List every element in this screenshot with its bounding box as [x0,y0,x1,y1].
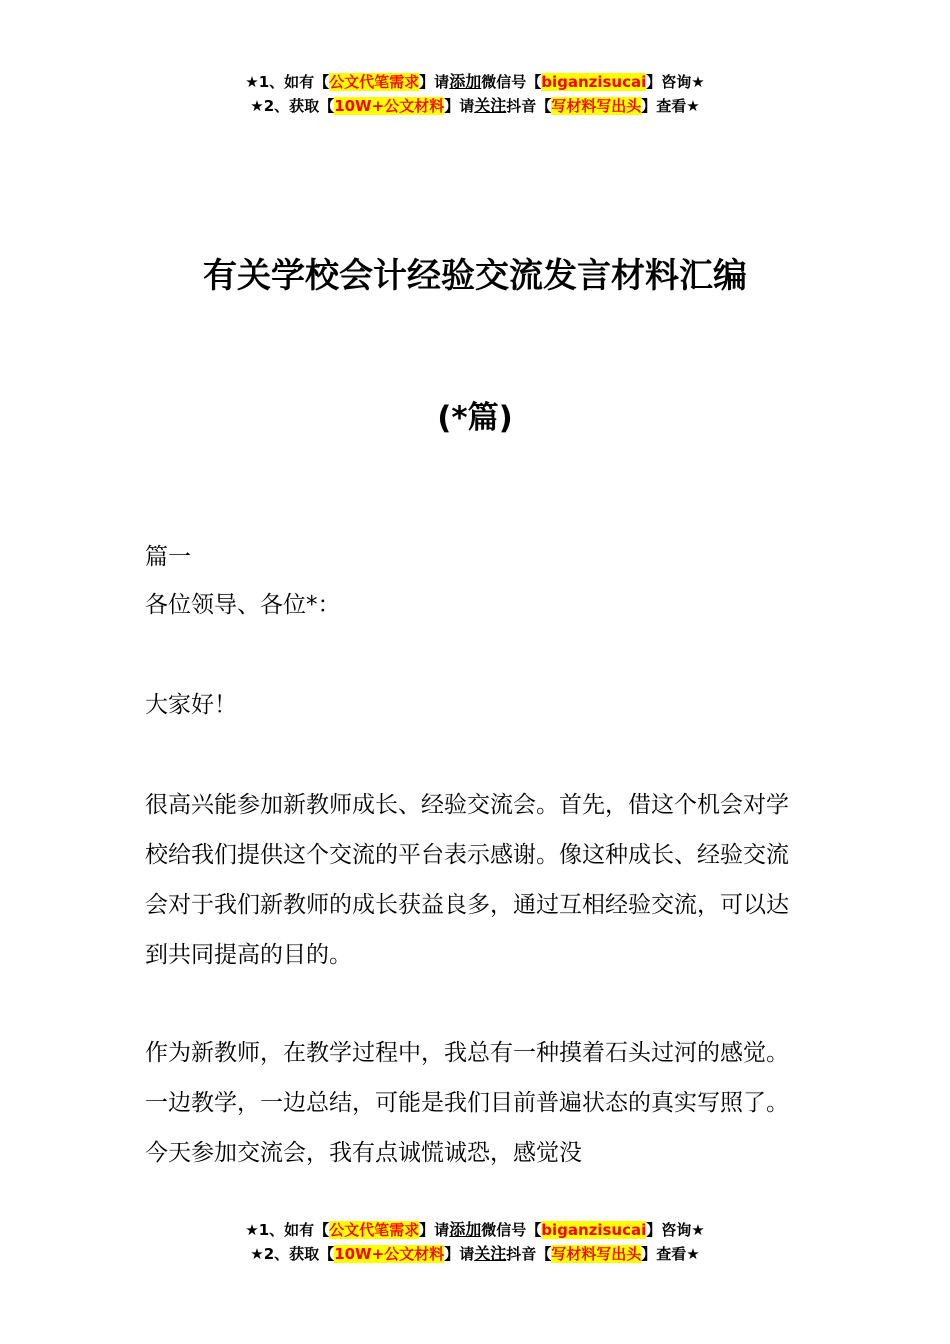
body-paragraph: 很高兴能参加新教师成长、经验交流会。首先，借这个机会对学校给我们提供这个交流的平台表示感谢。像这种成长、经验交流会对于我们新教师的成长获益良多，通过互相经验交流，可以达到共同提高的目的。 [145,792,789,968]
promo-highlight: biganzisucai [541,1221,647,1239]
promo-highlight: 10W+公文材料 [334,1245,445,1263]
promo-line-2 [0,94,950,118]
promo-text: ★1、如有【 [245,1221,330,1239]
document-subtitle: (*篇) [437,400,513,436]
promo-line-2 [0,1242,950,1266]
promo-text: ★1、如有【 [245,73,330,91]
promo-highlight: biganzisucai [541,73,647,91]
promo-highlight: 公文代笔需求 [329,73,420,91]
promo-text: 微信号【 [481,1221,542,1239]
promo-text: 】请 [444,97,475,115]
promo-highlight: 10W+公文材料 [334,97,445,115]
promo-text: ★2、获取【 [250,97,335,115]
promo-text: 抖音【 [506,1245,552,1263]
promo-text: 】查看★ [641,1245,700,1263]
promo-text: 】请 [419,1221,450,1239]
promo-text: 】咨询★ [646,1221,705,1239]
promo-highlight: 写材料写出头 [551,97,642,115]
promo-underlined: 关注 [474,96,507,115]
salutation: 各位领导、各位*： [145,592,341,618]
promo-line-1 [0,1218,950,1242]
promo-underlined: 关注 [474,1244,507,1263]
promo-banner-bottom [0,1218,950,1266]
document-title: 有关学校会计经验交流发言材料汇编 [203,256,747,296]
promo-underlined: 添加 [449,72,482,91]
promo-text: 】查看★ [641,97,700,115]
section-heading: 篇一 [145,544,191,570]
promo-text: ★2、获取【 [250,1245,335,1263]
promo-banner-top [0,70,950,118]
promo-text: 抖音【 [506,97,552,115]
promo-underlined: 添加 [449,1220,482,1239]
promo-text: 】请 [444,1245,475,1263]
promo-text: 】咨询★ [646,73,705,91]
promo-text: 】请 [419,73,450,91]
promo-highlight: 公文代笔需求 [329,1221,420,1239]
greeting: 大家好！ [145,692,237,718]
body-paragraph: 作为新教师，在教学过程中，我总有一种摸着石头过河的感觉。一边教学，一边总结，可能是我们目前普遍状态的真实写照了。今天参加交流会，我有点诚慌诚恐，感觉没 [145,1040,789,1166]
promo-text: 微信号【 [481,73,542,91]
promo-highlight: 写材料写出头 [551,1245,642,1263]
promo-line-1 [0,70,950,94]
